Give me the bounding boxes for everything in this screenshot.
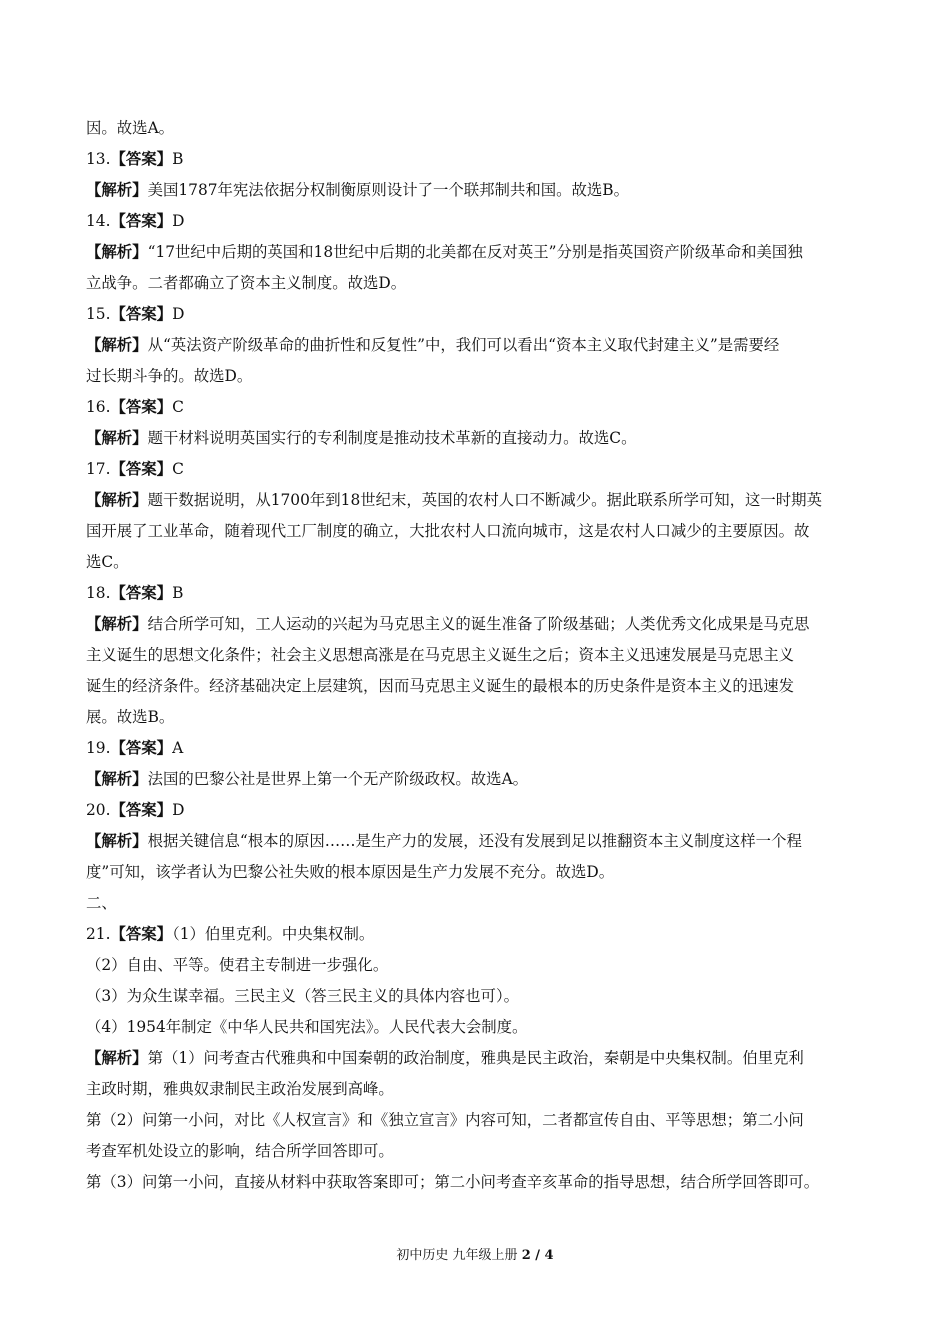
text-line: 展。故选B。 bbox=[86, 708, 175, 726]
answer-line: 17.【答案】C bbox=[86, 460, 184, 478]
text-line: 第（3）问第一小问，直接从材料中获取答案即可；第二小问考查辛亥革命的指导思想，结合所学回答即可。 bbox=[86, 1173, 820, 1191]
answer-line: 20.【答案】D bbox=[86, 801, 185, 819]
answer-line: 21.【答案】（1）伯里克利。中央集权制。 bbox=[86, 925, 375, 943]
text-line: 过长期斗争的。故选D。 bbox=[86, 367, 253, 385]
text-line: 诞生的经济条件。经济基础决定上层建筑，因而马克思主义诞生的最根本的历史条件是资本主义的迅速发 bbox=[86, 677, 794, 695]
text-line: 国开展了工业革命，随着现代工厂制度的确立，大批农村人口流向城市，这是农村人口减少的主要原因。故 bbox=[86, 522, 810, 540]
text-line: 第（2）问第一小问，对比《人权宣言》和《独立宣言》内容可知，二者都宣传自由、平等思想；第二小问 bbox=[86, 1111, 804, 1129]
text-line: 度”可知，该学者认为巴黎公社失败的根本原因是生产力发展不充分。故选D。 bbox=[86, 863, 615, 881]
answer-line: 13.【答案】B bbox=[86, 150, 184, 168]
answer-line: 15.【答案】D bbox=[86, 305, 185, 323]
analysis-line: 【解析】根据关键信息“根本的原因……是生产力的发展，还没有发展到足以推翻资本主义制度这样一个程 bbox=[86, 832, 802, 850]
page-number: 2 / 4 bbox=[521, 1248, 554, 1263]
text-line: 因。故选A。 bbox=[86, 119, 175, 137]
text-line: 主义诞生的思想文化条件；社会主义思想高涨是在马克思主义诞生之后；资本主义迅速发展是马克思主义 bbox=[86, 646, 794, 664]
analysis-line: 【解析】第（1）问考查古代雅典和中国秦朝的政治制度，雅典是民主政治，秦朝是中央集权制。伯里克利 bbox=[86, 1049, 804, 1067]
analysis-line: 【解析】题干材料说明英国实行的专利制度是推动技术革新的直接动力。故选C。 bbox=[86, 429, 637, 447]
analysis-line: 【解析】美国1787年宪法依据分权制衡原则设计了一个联邦制共和国。故选B。 bbox=[86, 181, 629, 199]
answer-line: 18.【答案】B bbox=[86, 584, 184, 602]
analysis-line: 【解析】题干数据说明，从1700年到18世纪末，英国的农村人口不断减少。据此联系所学可知，这一时期英 bbox=[86, 491, 822, 509]
text-line: 选C。 bbox=[86, 553, 129, 571]
footer-label: 初中历史 九年级上册 bbox=[396, 1248, 518, 1263]
analysis-line: 【解析】从“英法资产阶级革命的曲折性和反复性”中，我们可以看出“资本主义取代封建主义”是需要经 bbox=[86, 336, 780, 354]
page-footer bbox=[0, 1247, 950, 1265]
section-heading: 二、 bbox=[86, 894, 117, 912]
text-line: （4）1954年制定《中华人民共和国宪法》。人民代表大会制度。 bbox=[86, 1018, 528, 1036]
answer-line: 14.【答案】D bbox=[86, 212, 185, 230]
text-line: （3）为众生谋幸福。三民主义（答三民主义的具体内容也可）。 bbox=[86, 987, 520, 1005]
text-line: 主政时期，雅典奴隶制民主政治发展到高峰。 bbox=[86, 1080, 394, 1098]
analysis-line: 【解析】法国的巴黎公社是世界上第一个无产阶级政权。故选A。 bbox=[86, 770, 529, 788]
analysis-line: 【解析】“17世纪中后期的英国和18世纪中后期的北美都在反对英王”分别是指英国资产阶级革命和美国独 bbox=[86, 243, 803, 261]
answer-line: 19.【答案】A bbox=[86, 739, 184, 757]
text-line: 立战争。二者都确立了资本主义制度。故选D。 bbox=[86, 274, 407, 292]
text-line: （2）自由、平等。使君主专制进一步强化。 bbox=[86, 956, 389, 974]
answer-line: 16.【答案】C bbox=[86, 398, 184, 416]
analysis-line: 【解析】结合所学可知，工人运动的兴起为马克思主义的诞生准备了阶级基础；人类优秀文化成果是马克思 bbox=[86, 615, 810, 633]
page-content bbox=[86, 113, 866, 1198]
text-line: 考查军机处设立的影响，结合所学回答即可。 bbox=[86, 1142, 394, 1160]
